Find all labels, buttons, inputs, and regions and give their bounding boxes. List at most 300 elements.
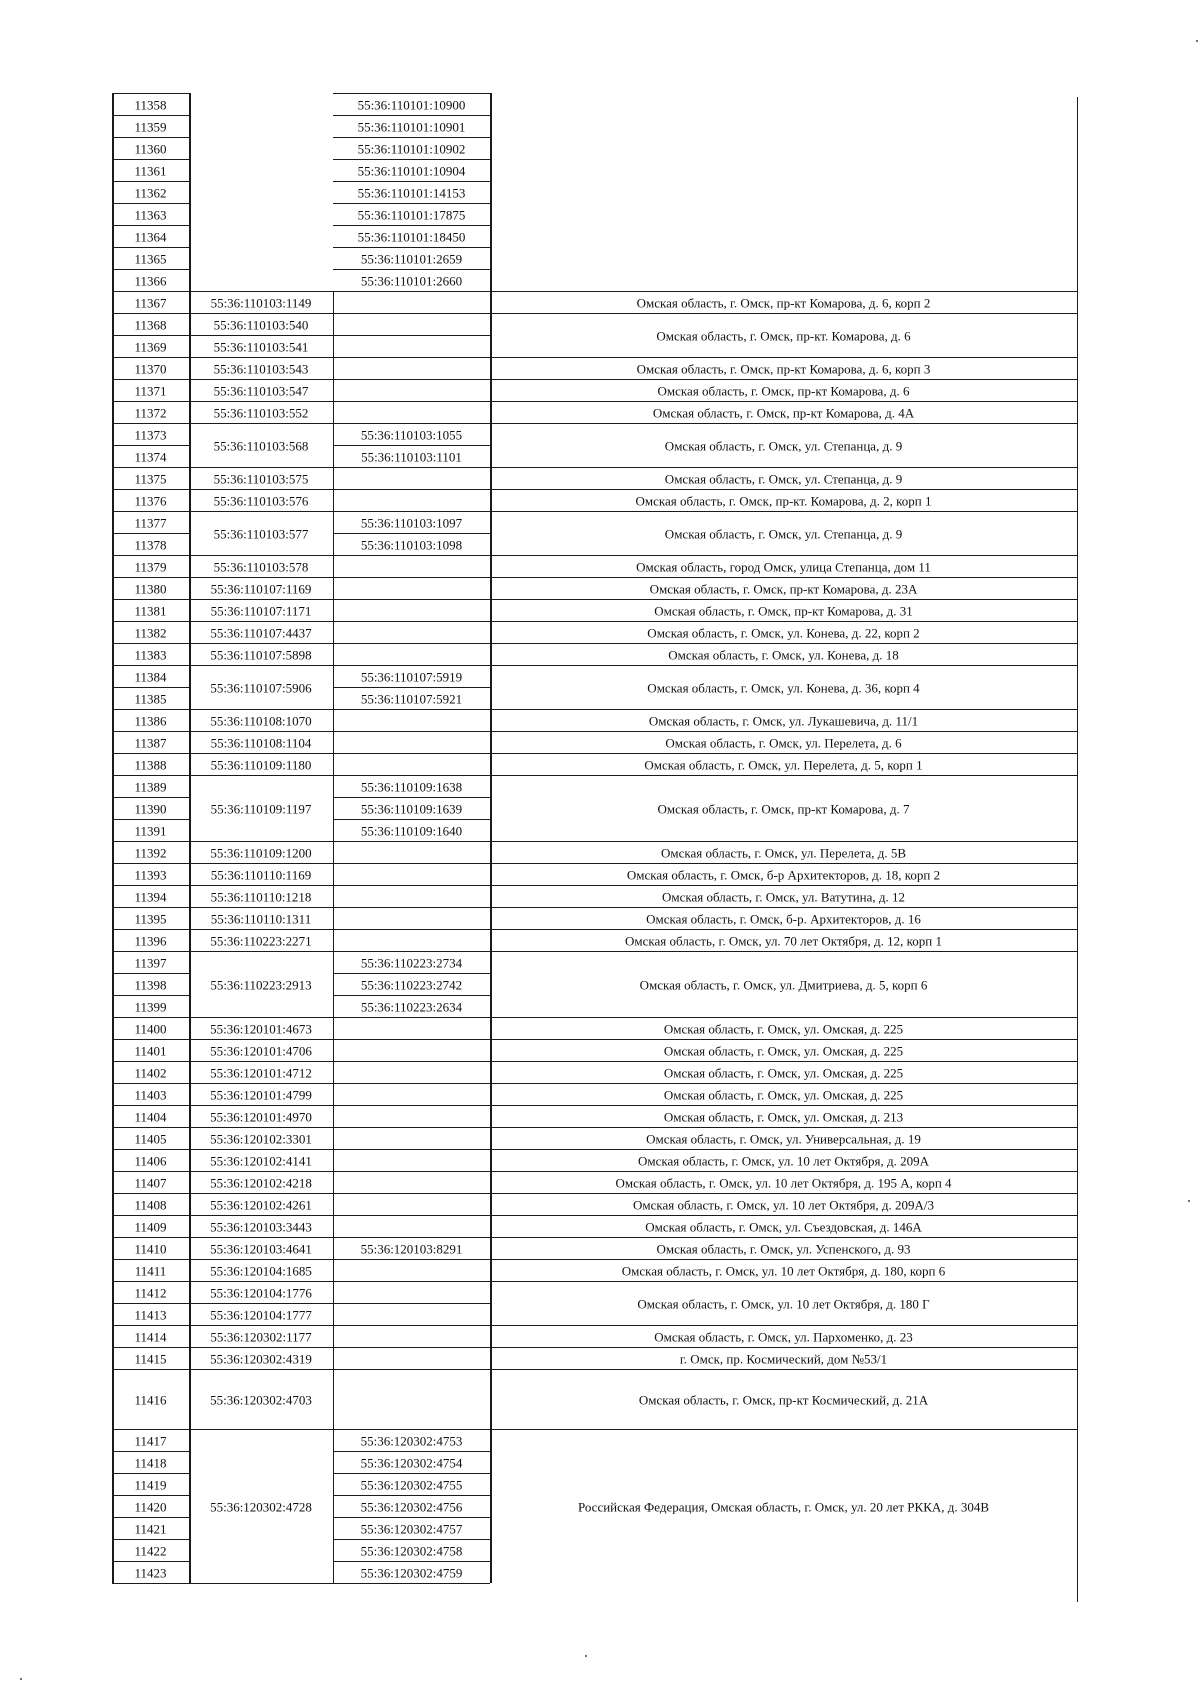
table-rule <box>490 489 1077 490</box>
cadastral-number-cell: 55:36:110108:1070 <box>210 713 312 729</box>
table-rule <box>490 1171 1077 1172</box>
table-rule <box>189 665 333 666</box>
table-rule <box>112 1451 189 1452</box>
table-rule <box>490 357 1077 358</box>
cadastral-number-cell: 55:36:110103:1097 <box>360 515 463 531</box>
table-rule <box>490 291 1077 292</box>
table-rule <box>112 1561 189 1562</box>
cadastral-number-cell: 55:36:120101:4706 <box>210 1043 312 1059</box>
table-rule <box>112 291 189 292</box>
cadastral-number-cell: 55:36:110109:1180 <box>210 757 312 773</box>
row-number: 11359 <box>134 119 167 135</box>
table-rule <box>333 247 490 248</box>
table-rule <box>189 1303 333 1304</box>
table-rule <box>112 599 189 600</box>
row-number: 11366 <box>134 273 167 289</box>
row-number: 11368 <box>134 317 167 333</box>
cadastral-number-cell: 55:36:110223:2742 <box>360 977 463 993</box>
table-rule <box>333 203 490 204</box>
row-number: 11372 <box>134 405 167 421</box>
row-number: 11408 <box>134 1197 167 1213</box>
table-rule <box>112 401 189 402</box>
row-number: 11361 <box>134 163 167 179</box>
row-number: 11404 <box>134 1109 167 1125</box>
table-rule <box>112 665 189 666</box>
table-rule <box>112 203 189 204</box>
table-rule <box>112 1347 189 1348</box>
table-rule <box>112 1215 189 1216</box>
address-cell: Омская область, г. Омск, ул. Степанца, д. 9 <box>664 526 903 542</box>
table-rule <box>112 357 189 358</box>
table-rule <box>189 907 333 908</box>
table-rule <box>333 1347 490 1348</box>
row-number: 11358 <box>134 97 167 113</box>
table-rule <box>490 1193 1077 1194</box>
table-rule <box>189 291 333 292</box>
cadastral-number-cell: 55:36:110109:1200 <box>210 845 312 861</box>
cadastral-number-cell: 55:36:110103:543 <box>213 361 309 377</box>
table-rule <box>112 225 189 226</box>
table-rule <box>490 1281 1077 1282</box>
table-rule <box>333 929 490 930</box>
table-rule <box>333 445 490 446</box>
table-rule <box>189 1193 333 1194</box>
table-rule <box>333 797 490 798</box>
table-rule <box>112 93 114 1583</box>
row-number: 11416 <box>134 1392 167 1408</box>
table-rule <box>189 1347 333 1348</box>
table-rule <box>490 709 1077 710</box>
table-rule <box>490 1347 1077 1348</box>
cadastral-number-cell: 55:36:110223:2913 <box>210 977 312 993</box>
table-rule <box>189 1083 333 1084</box>
row-number: 11412 <box>134 1285 167 1301</box>
cadastral-number-cell: 55:36:120103:8291 <box>360 1241 463 1257</box>
table-rule <box>189 1105 333 1106</box>
table-rule <box>189 775 333 776</box>
cadastral-number-cell: 55:36:120101:4712 <box>210 1065 312 1081</box>
table-rule <box>333 1215 490 1216</box>
table-rule <box>333 401 490 402</box>
address-cell: Омская область, г. Омск, б-р. Архитекторов, д. 16 <box>646 911 921 927</box>
table-rule <box>490 1149 1077 1150</box>
table-rule <box>490 1369 1077 1370</box>
table-rule <box>112 643 189 644</box>
table-rule <box>112 797 189 798</box>
cadastral-number-cell: 55:36:110101:10902 <box>357 141 466 157</box>
table-rule <box>189 731 333 732</box>
address-cell: Омская область, г. Омск, ул. 10 лет Октября, д. 195 А, корп 4 <box>615 1175 952 1191</box>
table-rule <box>112 1281 189 1282</box>
cadastral-number-cell: 55:36:120104:1777 <box>210 1307 312 1323</box>
cadastral-number-cell: 55:36:110101:14153 <box>357 185 466 201</box>
address-cell: Омская область, г. Омск, ул. Омская, д. 225 <box>663 1065 904 1081</box>
table-rule <box>333 599 490 600</box>
row-number: 11380 <box>134 581 167 597</box>
row-number: 11379 <box>134 559 167 575</box>
table-rule <box>333 423 490 424</box>
table-rule <box>333 159 490 160</box>
address-cell: Омская область, г. Омск, ул. Перелета, д. 5, корп 1 <box>644 757 923 773</box>
table-rule <box>490 93 492 1583</box>
address-cell: Омская область, г. Омск, ул. Универсальная, д. 19 <box>646 1131 921 1147</box>
table-rule <box>333 181 490 182</box>
table-rule <box>333 1259 490 1260</box>
table-rule <box>112 1171 189 1172</box>
address-cell: Омская область, г. Омск, ул. Омская, д. 225 <box>663 1043 904 1059</box>
row-number: 11411 <box>134 1263 167 1279</box>
table-rule <box>112 269 189 270</box>
row-number: 11390 <box>134 801 167 817</box>
table-rule <box>189 1017 333 1018</box>
table-rule <box>490 775 1077 776</box>
table-rule <box>112 951 189 952</box>
table-rule <box>333 1237 490 1238</box>
table-rule <box>333 313 490 314</box>
table-rule <box>112 1539 189 1540</box>
cadastral-number-cell: 55:36:110103:540 <box>213 317 309 333</box>
table-rule <box>112 489 189 490</box>
address-cell: Омская область, г. Омск, ул. Пархоменко, д. 23 <box>654 1329 913 1345</box>
row-number: 11382 <box>134 625 167 641</box>
row-number: 11410 <box>134 1241 167 1257</box>
address-cell: Омская область, г. Омск, ул. 10 лет Октября, д. 209А <box>638 1153 929 1169</box>
table-rule <box>189 577 333 578</box>
table-rule <box>333 621 490 622</box>
cadastral-number-cell: 55:36:110109:1639 <box>360 801 463 817</box>
cadastral-number-cell: 55:36:110103:1098 <box>360 537 463 553</box>
address-cell: Омская область, г. Омск, ул. Степанца, д. 9 <box>664 438 903 454</box>
table-rule <box>189 621 333 622</box>
table-rule <box>490 555 1077 556</box>
table-rule <box>189 401 333 402</box>
table-rule <box>112 1237 189 1238</box>
table-rule <box>112 929 189 930</box>
row-number: 11398 <box>134 977 167 993</box>
address-cell: Омская область, г. Омск, ул. Дмитриева, д. 5, корп 6 <box>639 977 928 993</box>
table-rule <box>333 1473 490 1474</box>
cadastral-number-cell: 55:36:110103:547 <box>213 383 309 399</box>
address-cell: Омская область, г. Омск, ул. Омская, д. 213 <box>663 1109 904 1125</box>
table-rule <box>189 1325 333 1326</box>
cadastral-number-cell: 55:36:120102:3301 <box>210 1131 312 1147</box>
address-cell: Омская область, г. Омск, ул. 10 лет Октября, д. 180 Г <box>637 1296 930 1312</box>
table-rule <box>490 665 1077 666</box>
table-rule <box>333 379 490 380</box>
row-number: 11414 <box>134 1329 167 1345</box>
row-number: 11403 <box>134 1087 167 1103</box>
address-cell: Омская область, г. Омск, ул. Перелета, д. 6 <box>665 735 902 751</box>
table-rule <box>333 687 490 688</box>
table-rule <box>333 951 490 952</box>
row-number: 11385 <box>134 691 167 707</box>
row-number: 11381 <box>134 603 167 619</box>
table-rule <box>333 885 490 886</box>
table-rule <box>333 1083 490 1084</box>
cadastral-number-cell: 55:36:110223:2271 <box>210 933 312 949</box>
table-rule <box>333 1039 490 1040</box>
cadastral-number-cell: 55:36:110107:5921 <box>360 691 463 707</box>
address-cell: Омская область, г. Омск, пр-кт Космический, д. 21А <box>638 1392 929 1408</box>
table-rule <box>490 1325 1077 1326</box>
row-number: 11407 <box>134 1175 167 1191</box>
table-rule <box>490 1259 1077 1260</box>
table-rule <box>333 291 490 292</box>
cadastral-number-cell: 55:36:110103:577 <box>213 526 309 542</box>
table-rule <box>189 511 333 512</box>
table-rule <box>333 1369 490 1370</box>
table-rule <box>112 445 189 446</box>
table-rule <box>333 225 490 226</box>
cadastral-number-cell: 55:36:110109:1638 <box>360 779 463 795</box>
scan-speck <box>585 1655 587 1657</box>
table-rule <box>189 1369 333 1370</box>
table-rule <box>333 1451 490 1452</box>
cadastral-number-cell: 55:36:110110:1218 <box>210 889 312 905</box>
cadastral-number-cell: 55:36:110101:2660 <box>360 273 463 289</box>
table-rule <box>333 1583 490 1584</box>
table-rule <box>490 1017 1077 1018</box>
row-number: 11386 <box>134 713 167 729</box>
table-rule <box>189 1429 333 1430</box>
table-rule <box>1077 97 1078 1602</box>
row-number: 11421 <box>134 1521 167 1537</box>
table-rule <box>333 1303 490 1304</box>
table-rule <box>333 1149 490 1150</box>
address-cell: Омская область, г. Омск, пр-кт Комарова, д. 6, корп 2 <box>636 295 931 311</box>
address-cell: Омская область, город Омск, улица Степанца, дом 11 <box>636 559 931 575</box>
table-rule <box>112 115 189 116</box>
address-cell: Омская область, г. Омск, пр-кт Комарова, д. 6 <box>657 383 910 399</box>
table-rule <box>333 1495 490 1496</box>
table-rule <box>490 467 1077 468</box>
table-rule <box>490 753 1077 754</box>
table-rule <box>333 731 490 732</box>
table-rule <box>333 1429 490 1430</box>
address-cell: Омская область, г. Омск, ул. 70 лет Октября, д. 12, корп 1 <box>625 933 942 949</box>
row-number: 11423 <box>134 1565 167 1581</box>
row-number: 11374 <box>134 449 167 465</box>
table-rule <box>112 379 189 380</box>
scan-speck <box>1196 40 1198 42</box>
table-rule <box>189 841 333 842</box>
row-number: 11400 <box>134 1021 167 1037</box>
table-rule <box>112 1583 189 1584</box>
table-rule <box>333 291 334 1583</box>
table-rule <box>189 599 333 600</box>
table-rule <box>189 93 191 1583</box>
table-rule <box>112 885 189 886</box>
cadastral-number-cell: 55:36:120302:4754 <box>360 1455 463 1471</box>
cadastral-number-cell: 55:36:110110:1311 <box>210 911 312 927</box>
cadastral-number-cell: 55:36:110103:575 <box>213 471 309 487</box>
row-number: 11365 <box>134 251 167 267</box>
table-rule <box>112 1061 189 1062</box>
table-rule <box>333 1105 490 1106</box>
table-rule <box>490 841 1077 842</box>
table-rule <box>490 731 1077 732</box>
table-rule <box>112 1149 189 1150</box>
cadastral-number-cell: 55:36:110103:578 <box>213 559 309 575</box>
table-rule <box>112 1473 189 1474</box>
cadastral-number-cell: 55:36:120302:4703 <box>210 1392 312 1408</box>
row-number: 11415 <box>134 1351 167 1367</box>
row-number: 11367 <box>134 295 167 311</box>
scan-speck <box>20 1678 22 1680</box>
row-number: 11394 <box>134 889 167 905</box>
table-rule <box>490 577 1077 578</box>
table-rule <box>333 1171 490 1172</box>
address-cell: Омская область, г. Омск, ул. Перелета, д. 5В <box>661 845 906 861</box>
table-rule <box>490 1237 1077 1238</box>
cadastral-number-cell: 55:36:110103:552 <box>213 405 309 421</box>
address-cell: Омская область, г. Омск, пр-кт Комарова, д. 4А <box>652 405 915 421</box>
cadastral-number-cell: 55:36:120101:4799 <box>210 1087 312 1103</box>
table-rule <box>490 1061 1077 1062</box>
table-rule <box>490 1083 1077 1084</box>
table-rule <box>333 511 490 512</box>
table-rule <box>112 181 189 182</box>
table-rule <box>490 401 1077 402</box>
table-rule <box>112 511 189 512</box>
table-rule <box>333 1193 490 1194</box>
table-rule <box>112 1193 189 1194</box>
address-cell: Омская область, г. Омск, пр-кт. Комарова, д. 6 <box>656 328 911 344</box>
cadastral-number-cell: 55:36:110101:17875 <box>357 207 466 223</box>
table-rule <box>490 643 1077 644</box>
table-rule <box>333 555 490 556</box>
table-rule <box>112 1039 189 1040</box>
table-rule <box>112 137 189 138</box>
table-rule <box>490 423 1077 424</box>
table-rule <box>189 1237 333 1238</box>
table-rule <box>333 753 490 754</box>
row-number: 11405 <box>134 1131 167 1147</box>
row-number: 11409 <box>134 1219 167 1235</box>
table-rule <box>490 885 1077 886</box>
row-number: 11364 <box>134 229 167 245</box>
address-cell: Омская область, г. Омск, ул. Съездовская, д. 146А <box>645 1219 922 1235</box>
table-rule <box>333 973 490 974</box>
table-rule <box>490 313 1077 314</box>
row-number: 11369 <box>134 339 167 355</box>
table-rule <box>112 1325 189 1326</box>
cadastral-number-cell: 55:36:120302:4756 <box>360 1499 463 1515</box>
table-rule <box>333 665 490 666</box>
table-rule <box>333 907 490 908</box>
table-rule <box>112 621 189 622</box>
table-rule <box>333 819 490 820</box>
row-number: 11396 <box>134 933 167 949</box>
table-rule <box>333 115 490 116</box>
table-rule <box>112 687 189 688</box>
row-number: 11387 <box>134 735 167 751</box>
cadastral-number-cell: 55:36:110107:5906 <box>210 680 312 696</box>
table-rule <box>112 1303 189 1304</box>
table-rule <box>189 313 333 314</box>
table-rule <box>333 1017 490 1018</box>
address-cell: Российская Федерация, Омская область, г. Омск, ул. 20 лет РККА, д. 304В <box>577 1499 990 1515</box>
table-rule <box>112 995 189 996</box>
row-number: 11373 <box>134 427 167 443</box>
table-rule <box>189 1215 333 1216</box>
table-rule <box>333 1281 490 1282</box>
table-rule <box>189 885 333 886</box>
table-rule <box>189 1039 333 1040</box>
table-rule <box>112 577 189 578</box>
row-number: 11377 <box>134 515 167 531</box>
address-cell: Омская область, г. Омск, ул. Омская, д. 225 <box>663 1087 904 1103</box>
table-rule <box>189 1149 333 1150</box>
row-number: 11419 <box>134 1477 167 1493</box>
table-rule <box>112 973 189 974</box>
cadastral-number-cell: 55:36:110223:2634 <box>360 999 463 1015</box>
table-rule <box>490 1429 1077 1430</box>
row-number: 11401 <box>134 1043 167 1059</box>
address-cell: Омская область, г. Омск, пр-кт Комарова, д. 7 <box>657 801 910 817</box>
table-rule <box>112 533 189 534</box>
address-cell: Омская область, г. Омск, ул. Лукашевича, д. 11/1 <box>648 713 919 729</box>
table-rule <box>112 1369 189 1370</box>
table-rule <box>490 1105 1077 1106</box>
table-rule <box>333 1325 490 1326</box>
table-rule <box>333 995 490 996</box>
cadastral-number-cell: 55:36:120302:4755 <box>360 1477 463 1493</box>
row-number: 11375 <box>134 471 167 487</box>
table-rule <box>333 1539 490 1540</box>
cadastral-number-cell: 55:36:120302:4728 <box>210 1499 312 1515</box>
table-rule <box>333 1561 490 1562</box>
table-rule <box>490 1127 1077 1128</box>
cadastral-number-cell: 55:36:110103:1101 <box>361 449 462 465</box>
table-rule <box>112 1429 189 1430</box>
row-number: 11391 <box>134 823 167 839</box>
cadastral-number-cell: 55:36:110110:1169 <box>210 867 312 883</box>
cadastral-number-cell: 55:36:120101:4970 <box>210 1109 312 1125</box>
table-rule <box>333 709 490 710</box>
table-rule <box>189 467 333 468</box>
table-rule <box>333 137 490 138</box>
table-rule <box>112 1083 189 1084</box>
table-rule <box>189 357 333 358</box>
table-rule <box>112 1017 189 1018</box>
cadastral-number-cell: 55:36:120102:4261 <box>210 1197 312 1213</box>
table-rule <box>112 335 189 336</box>
row-number: 11417 <box>134 1433 167 1449</box>
table-rule <box>189 709 333 710</box>
table-rule <box>189 863 333 864</box>
table-rule <box>189 1259 333 1260</box>
table-rule <box>333 1061 490 1062</box>
cadastral-number-cell: 55:36:120102:4141 <box>210 1153 312 1169</box>
table-rule <box>333 775 490 776</box>
table-rule <box>490 929 1077 930</box>
cadastral-number-cell: 55:36:110103:1149 <box>210 295 312 311</box>
cadastral-number-cell: 55:36:110107:5919 <box>360 669 463 685</box>
table-rule <box>112 863 189 864</box>
table-rule <box>189 1061 333 1062</box>
cadastral-number-cell: 55:36:110107:4437 <box>210 625 312 641</box>
cadastral-number-cell: 55:36:110103:1055 <box>360 427 463 443</box>
cadastral-number-cell: 55:36:110103:541 <box>213 339 309 355</box>
row-number: 11393 <box>134 867 167 883</box>
cadastral-number-cell: 55:36:110108:1104 <box>210 735 312 751</box>
table-rule <box>112 313 189 314</box>
table-rule <box>490 599 1077 600</box>
table-rule <box>333 335 490 336</box>
table-rule <box>112 1105 189 1106</box>
cadastral-number-cell: 55:36:120302:4757 <box>360 1521 463 1537</box>
